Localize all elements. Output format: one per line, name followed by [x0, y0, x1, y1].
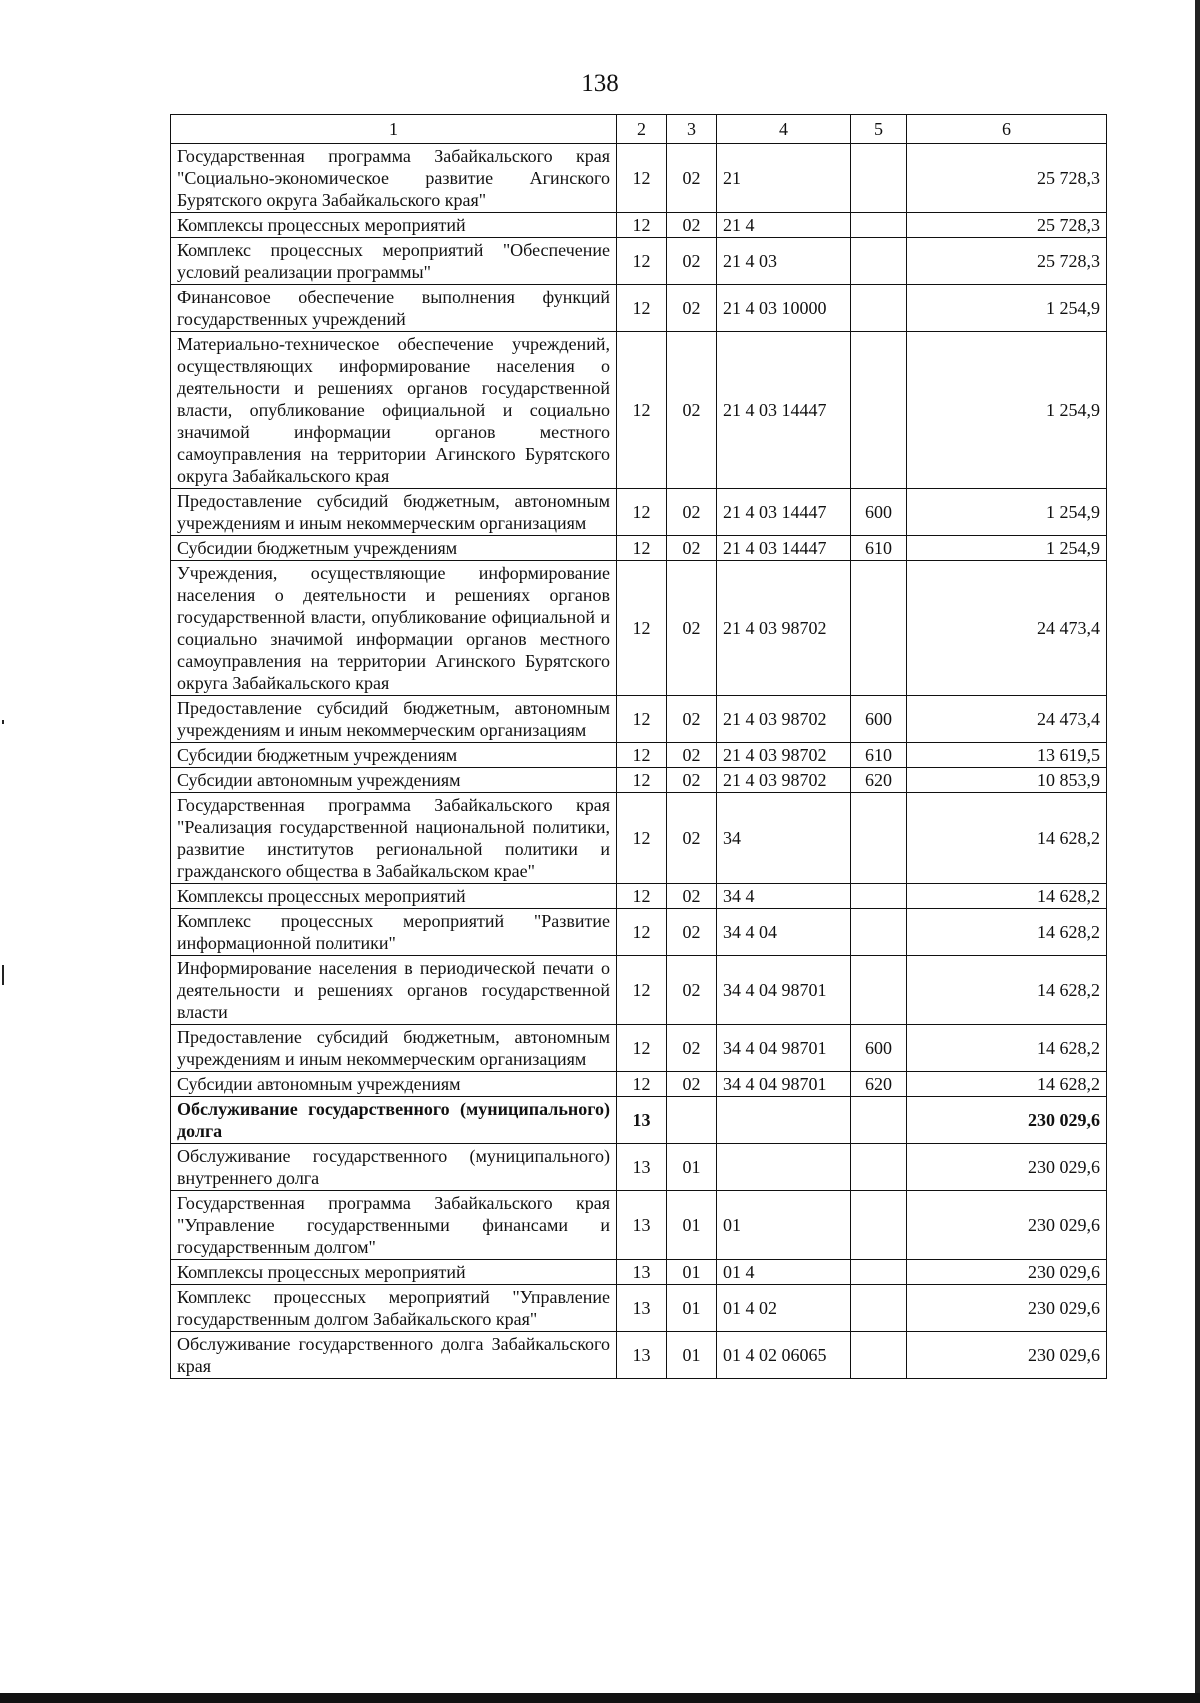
row-target-article: 21 4 03 10000	[717, 285, 851, 332]
row-target-article: 21	[717, 144, 851, 213]
row-section: 12	[617, 285, 667, 332]
row-target-article: 21 4 03 14447	[717, 489, 851, 536]
row-expense-type	[851, 1097, 907, 1144]
table-row	[171, 144, 1107, 213]
row-subsection: 02	[667, 696, 717, 743]
row-amount: 230 029,6	[907, 1144, 1107, 1191]
row-amount: 25 728,3	[907, 213, 1107, 238]
row-name: Комплексы процессных мероприятий	[171, 1260, 617, 1285]
row-amount: 10 853,9	[907, 768, 1107, 793]
row-amount: 14 628,2	[907, 1025, 1107, 1072]
header-col-1: 1	[171, 115, 617, 144]
row-expense-type: 620	[851, 1072, 907, 1097]
row-subsection: 02	[667, 743, 717, 768]
row-name: Государственная программа Забайкальского края "Управление государственными финансами и государственным долгом"	[171, 1191, 617, 1260]
row-amount: 230 029,6	[907, 1097, 1107, 1144]
row-name: Государственная программа Забайкальского края "Реализация государственной национальной политики, развитие институтов региональной политики и гражданского общества в Забайкальском крае"	[171, 793, 617, 884]
table-row	[171, 332, 1107, 489]
row-amount: 24 473,4	[907, 561, 1107, 696]
row-expense-type	[851, 1144, 907, 1191]
row-expense-type: 600	[851, 489, 907, 536]
row-target-article: 21 4 03 14447	[717, 536, 851, 561]
row-target-article: 34 4	[717, 884, 851, 909]
row-subsection: 01	[667, 1260, 717, 1285]
row-section: 12	[617, 793, 667, 884]
row-amount: 14 628,2	[907, 793, 1107, 884]
row-target-article: 21 4 03 98702	[717, 743, 851, 768]
row-name: Комплекс процессных мероприятий "Обеспечение условий реализации программы"	[171, 238, 617, 285]
row-expense-type: 610	[851, 743, 907, 768]
row-section: 12	[617, 884, 667, 909]
header-col-6: 6	[907, 115, 1107, 144]
row-expense-type	[851, 213, 907, 238]
row-section: 12	[617, 536, 667, 561]
table-row	[171, 1144, 1107, 1191]
row-amount: 230 029,6	[907, 1191, 1107, 1260]
row-expense-type	[851, 1191, 907, 1260]
table-row	[171, 956, 1107, 1025]
header-col-3: 3	[667, 115, 717, 144]
row-subsection: 02	[667, 489, 717, 536]
table-row	[171, 1191, 1107, 1260]
table-row	[171, 884, 1107, 909]
row-subsection: 02	[667, 285, 717, 332]
row-target-article: 34 4 04 98701	[717, 1025, 851, 1072]
row-name: Субсидии бюджетным учреждениям	[171, 536, 617, 561]
row-subsection: 02	[667, 1025, 717, 1072]
row-target-article: 21 4 03 98702	[717, 696, 851, 743]
row-name: Субсидии бюджетным учреждениям	[171, 743, 617, 768]
table-row	[171, 536, 1107, 561]
row-amount: 1 254,9	[907, 332, 1107, 489]
row-target-article: 21 4 03 14447	[717, 332, 851, 489]
row-name: Обслуживание государственного (муниципального) долга	[171, 1097, 617, 1144]
row-subsection: 02	[667, 909, 717, 956]
row-subsection: 02	[667, 332, 717, 489]
row-target-article: 01 4 02 06065	[717, 1332, 851, 1379]
row-target-article: 21 4 03 98702	[717, 561, 851, 696]
row-expense-type	[851, 1285, 907, 1332]
row-amount: 25 728,3	[907, 144, 1107, 213]
row-section: 12	[617, 696, 667, 743]
row-subsection: 01	[667, 1144, 717, 1191]
row-target-article: 01	[717, 1191, 851, 1260]
row-subsection: 01	[667, 1285, 717, 1332]
row-target-article: 01 4	[717, 1260, 851, 1285]
row-name: Комплекс процессных мероприятий "Управление государственным долгом Забайкальского края"	[171, 1285, 617, 1332]
row-name: Предоставление субсидий бюджетным, автономным учреждениям и иным некоммерческим организациям	[171, 489, 617, 536]
row-target-article: 34 4 04 98701	[717, 1072, 851, 1097]
row-subsection: 02	[667, 213, 717, 238]
row-section: 13	[617, 1191, 667, 1260]
table-row	[171, 1260, 1107, 1285]
row-amount: 14 628,2	[907, 909, 1107, 956]
row-section: 12	[617, 489, 667, 536]
row-subsection: 02	[667, 956, 717, 1025]
table-row	[171, 1072, 1107, 1097]
row-target-article	[717, 1144, 851, 1191]
row-target-article: 34 4 04 98701	[717, 956, 851, 1025]
row-name: Комплексы процессных мероприятий	[171, 213, 617, 238]
row-section: 12	[617, 561, 667, 696]
row-subsection: 02	[667, 1072, 717, 1097]
row-section: 13	[617, 1144, 667, 1191]
row-target-article: 34	[717, 793, 851, 884]
row-name: Предоставление субсидий бюджетным, автономным учреждениям и иным некоммерческим организациям	[171, 1025, 617, 1072]
row-subsection	[667, 1097, 717, 1144]
row-expense-type	[851, 238, 907, 285]
row-section: 12	[617, 768, 667, 793]
row-expense-type	[851, 1332, 907, 1379]
row-amount: 1 254,9	[907, 536, 1107, 561]
table-row	[171, 768, 1107, 793]
row-section: 13	[617, 1285, 667, 1332]
row-target-article: 01 4 02	[717, 1285, 851, 1332]
row-expense-type	[851, 1260, 907, 1285]
row-subsection: 01	[667, 1332, 717, 1379]
budget-table	[170, 114, 1107, 1379]
row-amount: 14 628,2	[907, 956, 1107, 1025]
row-amount: 24 473,4	[907, 696, 1107, 743]
row-expense-type	[851, 884, 907, 909]
row-name: Государственная программа Забайкальского края "Социально-экономическое развитие Агинского Бурятского округа Забайкальского края"	[171, 144, 617, 213]
row-name: Комплекс процессных мероприятий "Развитие информационной политики"	[171, 909, 617, 956]
row-name: Обслуживание государственного (муниципального) внутреннего долга	[171, 1144, 617, 1191]
row-subsection: 02	[667, 793, 717, 884]
row-expense-type	[851, 285, 907, 332]
row-amount: 230 029,6	[907, 1332, 1107, 1379]
table-row	[171, 1332, 1107, 1379]
row-subsection: 02	[667, 561, 717, 696]
table-header	[171, 115, 1107, 144]
row-amount: 14 628,2	[907, 1072, 1107, 1097]
row-target-article: 21 4	[717, 213, 851, 238]
row-section: 12	[617, 238, 667, 285]
row-amount: 14 628,2	[907, 884, 1107, 909]
row-amount: 230 029,6	[907, 1285, 1107, 1332]
row-expense-type	[851, 909, 907, 956]
scan-edge	[0, 1693, 1200, 1703]
row-expense-type: 600	[851, 1025, 907, 1072]
row-section: 12	[617, 743, 667, 768]
row-subsection: 01	[667, 1191, 717, 1260]
row-expense-type	[851, 956, 907, 1025]
row-expense-type	[851, 793, 907, 884]
row-section: 12	[617, 1072, 667, 1097]
table-row	[171, 238, 1107, 285]
row-name: Предоставление субсидий бюджетным, автономным учреждениям и иным некоммерческим организациям	[171, 696, 617, 743]
row-target-article: 21 4 03 98702	[717, 768, 851, 793]
row-expense-type	[851, 144, 907, 213]
row-section: 12	[617, 956, 667, 1025]
row-subsection: 02	[667, 884, 717, 909]
table-row	[171, 1097, 1107, 1144]
table-body	[171, 144, 1107, 1379]
scan-edge	[1195, 0, 1200, 1703]
row-subsection: 02	[667, 144, 717, 213]
row-expense-type: 600	[851, 696, 907, 743]
row-name: Информирование населения в периодической печати о деятельности и решениях органов государственной власти	[171, 956, 617, 1025]
row-target-article: 34 4 04	[717, 909, 851, 956]
row-section: 13	[617, 1260, 667, 1285]
row-name: Финансовое обеспечение выполнения функций государственных учреждений	[171, 285, 617, 332]
header-col-4: 4	[717, 115, 851, 144]
table-row	[171, 743, 1107, 768]
row-amount: 1 254,9	[907, 285, 1107, 332]
table-row	[171, 285, 1107, 332]
header-col-5: 5	[851, 115, 907, 144]
row-amount: 13 619,5	[907, 743, 1107, 768]
row-name: Обслуживание государственного долга Забайкальского края	[171, 1332, 617, 1379]
scan-mark	[2, 720, 4, 724]
row-section: 12	[617, 1025, 667, 1072]
row-target-article	[717, 1097, 851, 1144]
row-name: Комплексы процессных мероприятий	[171, 884, 617, 909]
row-expense-type	[851, 332, 907, 489]
row-section: 12	[617, 909, 667, 956]
row-section: 13	[617, 1332, 667, 1379]
row-expense-type	[851, 561, 907, 696]
row-name: Субсидии автономным учреждениям	[171, 768, 617, 793]
row-name: Субсидии автономным учреждениям	[171, 1072, 617, 1097]
table-row	[171, 793, 1107, 884]
row-subsection: 02	[667, 768, 717, 793]
table-row	[171, 213, 1107, 238]
header-row	[171, 115, 1107, 144]
row-section: 12	[617, 213, 667, 238]
row-target-article: 21 4 03	[717, 238, 851, 285]
page-number: 138	[581, 70, 619, 97]
row-expense-type: 610	[851, 536, 907, 561]
row-name: Учреждения, осуществляющие информирование населения о деятельности и решениях органов государственной власти, опубликование официальной и социально значимой информации органов местного самоуправления на территории Агинского Бурятского округа Забайкальского края	[171, 561, 617, 696]
row-section: 13	[617, 1097, 667, 1144]
row-amount: 1 254,9	[907, 489, 1107, 536]
header-col-2: 2	[617, 115, 667, 144]
row-section: 12	[617, 144, 667, 213]
table-row	[171, 1285, 1107, 1332]
row-section: 12	[617, 332, 667, 489]
row-amount: 230 029,6	[907, 1260, 1107, 1285]
row-expense-type: 620	[851, 768, 907, 793]
row-name: Материально-техническое обеспечение учреждений, осуществляющих информирование населения о деятельности и решениях органов государственной власти, опубликование официальной и социально значимой информации органов местного самоуправления на территории Агинского Бурятского округа Забайкальского края	[171, 332, 617, 489]
table-row	[171, 696, 1107, 743]
row-subsection: 02	[667, 536, 717, 561]
table-row	[171, 489, 1107, 536]
scan-mark	[2, 965, 4, 985]
table-row	[171, 909, 1107, 956]
table-row	[171, 561, 1107, 696]
row-amount: 25 728,3	[907, 238, 1107, 285]
table-row	[171, 1025, 1107, 1072]
row-subsection: 02	[667, 238, 717, 285]
